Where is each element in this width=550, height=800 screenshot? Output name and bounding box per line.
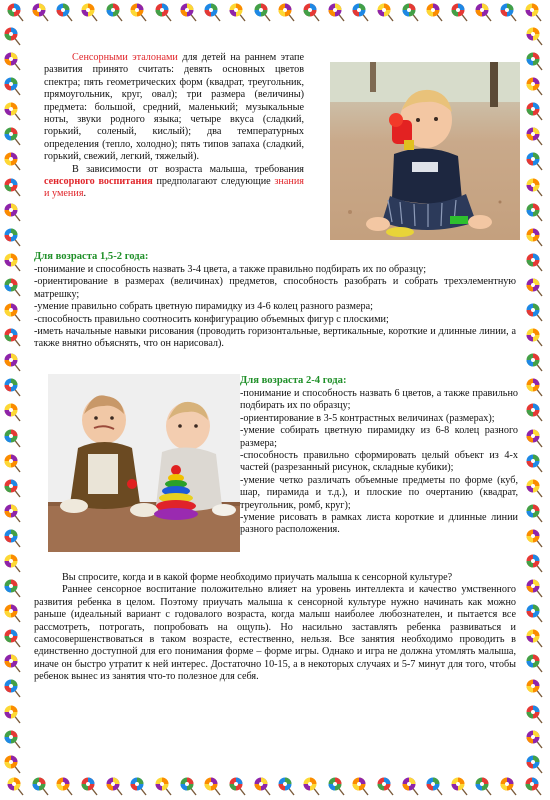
lollipop-icon	[105, 2, 125, 22]
lollipop-icon	[525, 503, 545, 523]
lollipop-icon	[525, 478, 545, 498]
intro-section	[44, 52, 304, 201]
lollipop-icon	[3, 202, 23, 222]
lollipop-icon	[3, 101, 23, 121]
lollipop-icon	[6, 2, 26, 22]
list-item: -понимание и способность назвать 3-4 цвета, а также правильно подбирать их по образцу;	[34, 264, 427, 275]
lollipop-icon	[3, 352, 23, 372]
lollipop-icon	[525, 202, 545, 222]
lollipop-icon	[31, 2, 51, 22]
intro-paragraph	[44, 52, 304, 164]
lollipop-icon	[3, 578, 23, 598]
lollipop-icon	[474, 776, 494, 796]
lollipop-icon	[3, 302, 23, 322]
lollipop-icon	[351, 776, 371, 796]
lollipop-icon	[376, 776, 396, 796]
lollipop-border-right	[525, 26, 547, 774]
requirements-paragraph	[44, 164, 304, 201]
lollipop-icon	[525, 628, 545, 648]
lollipop-icon	[3, 603, 23, 623]
lollipop-icon	[525, 302, 545, 322]
lollipop-icon	[327, 776, 347, 796]
lollipop-icon	[31, 776, 51, 796]
list-item: -иметь начальные навыки рисования (проводить горизонтальные, вертикальные, короткие и длинные линии, а также внятно объяснять, что он нарисовал).	[34, 326, 516, 350]
lollipop-icon	[525, 51, 545, 71]
lollipop-icon	[3, 678, 23, 698]
lollipop-icon	[154, 2, 174, 22]
lollipop-border-left	[3, 26, 25, 774]
lollipop-icon	[3, 252, 23, 272]
lollipop-icon	[80, 776, 100, 796]
lollipop-icon	[525, 578, 545, 598]
lollipop-icon	[3, 729, 23, 749]
lollipop-icon	[3, 503, 23, 523]
lollipop-icon	[3, 227, 23, 247]
lollipop-icon	[351, 2, 371, 22]
lollipop-icon	[450, 776, 470, 796]
intro-text: для детей на раннем этапе развития принято считать: девять основных цветов спектра; пять геометрических форм (квадрат, треугольник, прямоугольник, круг, овал); три размера (величины) предмета: большой, средний, маленький; музыкальные ноты, звуки родного языка; четыре вкуса (сладкий, горький, соленый, кислый); два температурных определения (тепло, холодно); пять типов запаха (сладкий, горький, свежий, легкий, тяжелый).	[44, 52, 304, 163]
lollipop-icon	[179, 2, 199, 22]
sensory-standards-term: Сенсорными эталонами	[72, 52, 178, 63]
lollipop-icon	[3, 277, 23, 297]
lollipop-icon	[450, 2, 470, 22]
lollipop-icon	[253, 776, 273, 796]
lollipop-icon	[525, 528, 545, 548]
age-2-4-list	[240, 388, 518, 537]
lollipop-icon	[525, 26, 545, 46]
list-item: -ориентирование в размерах (величинах) предметов, способность разобрать и собрать трехэлементную матрешку;	[34, 276, 516, 300]
explanation-paragraph: Раннее сенсорное воспитание положительно влияет на уровень интеллекта и качество умственного развития ребенка в целом. Поэтому приучать малыша к сенсорной культуре нужно начинать как можно раньше (идеальный вариант с годовалого возраста, когда малыш наиболее любознателен, и пытается все рассмотреть, потрогать, попробовать на ощупь). Но насильно заставлять ребенка развиваться и самосовершенствоваться в таком возрасте, естественно, нельзя. Все занятия необходимо проводить в единственно доступной для его понимания форме – форме игры. Однако и игра не должна утомлять малыша, иначе он быстро утратит к ней интерес. Достаточно 10-15, а в некоторых случаях и 5-7 минут для того, чтобы ребенок вынес из занятия что-то полезное для себя.	[34, 584, 516, 683]
lollipop-icon	[179, 776, 199, 796]
lollipop-icon	[525, 377, 545, 397]
lollipop-icon	[525, 453, 545, 473]
lollipop-icon	[525, 754, 545, 774]
lollipop-icon	[302, 776, 322, 796]
lollipop-icon	[3, 528, 23, 548]
lollipop-icon	[3, 428, 23, 448]
lollipop-icon	[524, 776, 544, 796]
list-item: -способность правильно соотносить конфигурацию объемных фигур с плоскими;	[34, 313, 389, 325]
two-babies-with-pyramid-toy-photo	[48, 374, 240, 552]
lollipop-icon	[524, 2, 544, 22]
lollipop-icon	[3, 151, 23, 171]
lollipop-icon	[425, 776, 445, 796]
lollipop-icon	[3, 628, 23, 648]
list-item: -умение собирать цветную пирамидку из 6-8 колец разного размера;	[240, 425, 518, 449]
lollipop-icon	[376, 2, 396, 22]
lollipop-icon	[499, 776, 519, 796]
lollipop-icon	[3, 402, 23, 422]
lollipop-icon	[129, 2, 149, 22]
lollipop-icon	[525, 76, 545, 96]
lollipop-icon	[525, 653, 545, 673]
lollipop-icon	[3, 704, 23, 724]
lollipop-icon	[277, 2, 297, 22]
list-item: -ориентирование в 3-5 контрастных величинах (размерах);	[240, 412, 495, 424]
lollipop-icon	[525, 603, 545, 623]
lollipop-icon	[525, 151, 545, 171]
lollipop-icon	[105, 776, 125, 796]
lollipop-icon	[129, 776, 149, 796]
lollipop-icon	[253, 2, 273, 22]
lollipop-icon	[3, 126, 23, 146]
requirements-text-a: В зависимости от возраста малыша, требования	[72, 163, 304, 175]
age-1-5-2-heading: Для возраста 1,5-2 года:	[34, 251, 149, 262]
age-1-5-2-section	[34, 250, 516, 351]
lollipop-icon	[525, 177, 545, 197]
lollipop-icon	[3, 51, 23, 71]
lollipop-icon	[302, 2, 322, 22]
lollipop-icon	[3, 653, 23, 673]
requirements-text-b: предполагают следующие	[152, 176, 275, 188]
lollipop-icon	[474, 2, 494, 22]
lollipop-icon	[80, 2, 100, 22]
lollipop-icon	[525, 402, 545, 422]
lollipop-icon	[55, 2, 75, 22]
lollipop-icon	[525, 126, 545, 146]
lollipop-icon	[3, 26, 23, 46]
list-item: -способность правильно сформировать целый объект из 4-х частей (разрезанный рисунок, складные кубики);	[240, 450, 518, 474]
lollipop-icon	[525, 227, 545, 247]
age-2-4-heading: Для возраста 2-4 года:	[240, 375, 347, 386]
lollipop-icon	[401, 776, 421, 796]
lollipop-icon	[499, 2, 519, 22]
lollipop-border-bottom	[6, 776, 544, 798]
baby-with-red-toy-photo	[330, 62, 520, 240]
lollipop-icon	[277, 776, 297, 796]
requirements-text-end: .	[83, 188, 87, 200]
closing-section	[34, 572, 516, 684]
lollipop-icon	[203, 2, 223, 22]
lollipop-icon	[327, 2, 347, 22]
lollipop-icon	[3, 76, 23, 96]
lollipop-icon	[525, 678, 545, 698]
lollipop-icon	[525, 729, 545, 749]
list-item: -понимание и способность назвать 6 цветов, а также правильно подбирать их по образцу;	[240, 388, 518, 412]
lollipop-icon	[525, 277, 545, 297]
lollipop-icon	[3, 478, 23, 498]
lollipop-icon	[3, 553, 23, 573]
lollipop-icon	[55, 776, 75, 796]
list-item: -умение правильно собрать цветную пирамидку из 4-6 колец разного размера;	[34, 301, 373, 313]
lollipop-icon	[228, 776, 248, 796]
lollipop-icon	[525, 352, 545, 372]
lollipop-icon	[3, 377, 23, 397]
lollipop-icon	[3, 177, 23, 197]
list-item: -умение четко различать объемные предметы по форме (куб, шар, пирамида и т.д.), и плоские по очертанию (квадрат, треугольник, ромб, круг);	[240, 474, 518, 511]
lollipop-icon	[154, 776, 174, 796]
lollipop-icon	[6, 776, 26, 796]
lollipop-icon	[525, 704, 545, 724]
lollipop-icon	[3, 327, 23, 347]
lollipop-icon	[525, 327, 545, 347]
lollipop-icon	[401, 2, 421, 22]
lollipop-icon	[3, 754, 23, 774]
sensory-education-term: сенсорного воспитания	[44, 176, 153, 188]
lollipop-icon	[425, 2, 445, 22]
age-1-5-2-list	[34, 264, 516, 351]
age-2-4-section	[240, 374, 518, 537]
question-paragraph: Вы спросите, когда и в какой форме необходимо приучать малыша к сенсорной культуре?	[62, 572, 453, 583]
lollipop-icon	[525, 101, 545, 121]
lollipop-icon	[228, 2, 248, 22]
knowledge-skills-term: знания и умения	[44, 176, 304, 200]
lollipop-icon	[203, 776, 223, 796]
lollipop-icon	[525, 252, 545, 272]
lollipop-icon	[525, 553, 545, 573]
list-item: -умение рисовать в рамках листа короткие и длинные линии разного расположения.	[240, 512, 518, 536]
lollipop-icon	[3, 453, 23, 473]
lollipop-border-top	[6, 2, 544, 24]
lollipop-icon	[525, 428, 545, 448]
